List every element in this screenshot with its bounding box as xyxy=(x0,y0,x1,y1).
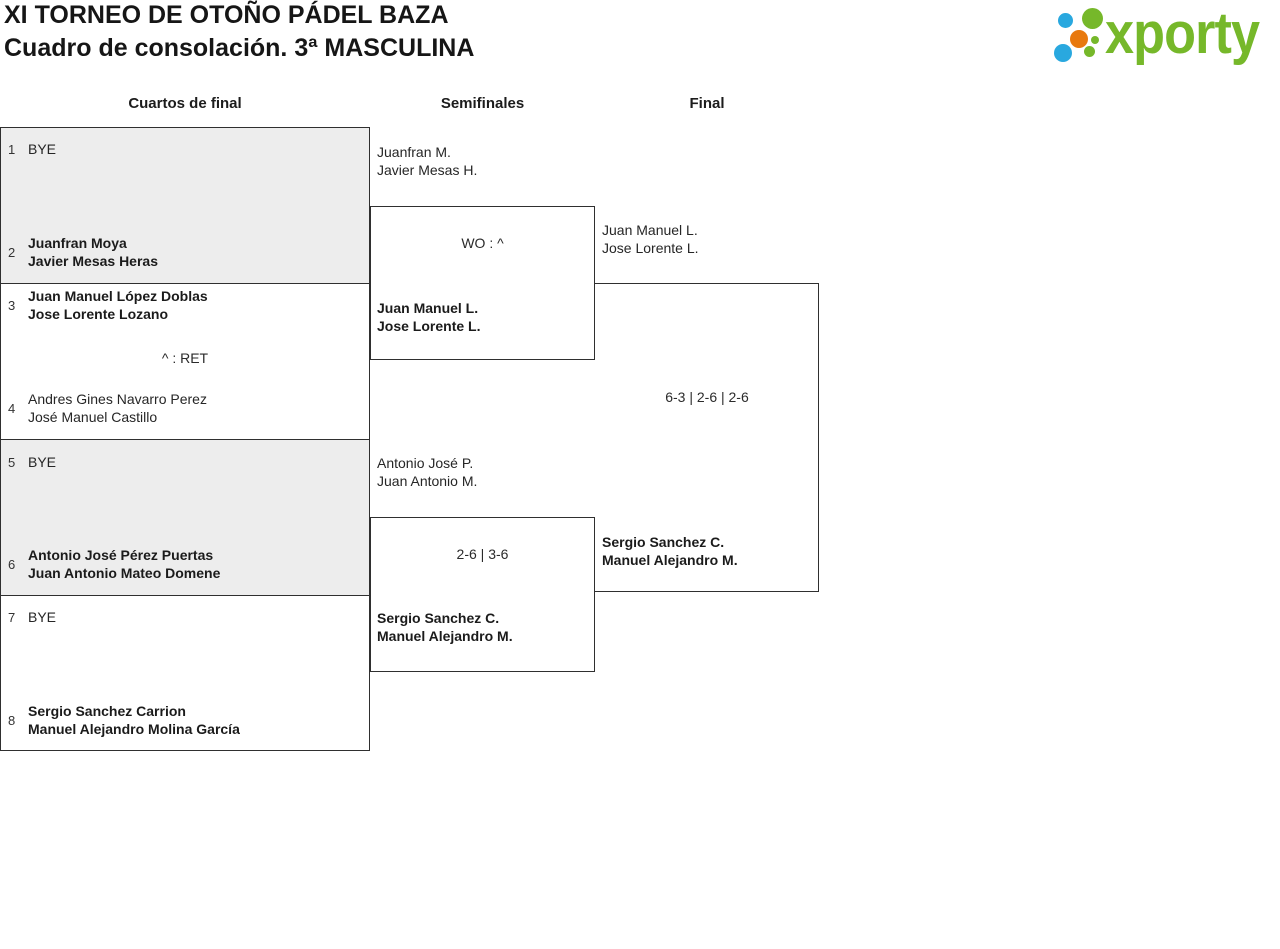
qf2-team-bottom-player2: José Manuel Castillo xyxy=(28,409,158,425)
round-header-quarterfinals: Cuartos de final xyxy=(128,95,242,112)
qf1-team-top-bye: BYE xyxy=(28,141,57,157)
final-team-top-player1: Juan Manuel L. xyxy=(602,222,698,238)
final-winner-player1: Sergio Sanchez C. xyxy=(602,534,725,550)
sf2-team-top-player1: Antonio José P. xyxy=(377,455,474,471)
qf4-seed-bottom: 8 xyxy=(8,713,16,728)
sf1-score: WO : ^ xyxy=(461,235,504,251)
sf1-winner-player1: Juan Manuel L. xyxy=(377,300,479,316)
logo-dot-orange-icon xyxy=(1070,30,1088,48)
page-title-line2: Cuadro de consolación. 3ª MASCULINA xyxy=(4,34,475,62)
logo-dot-green-big-icon xyxy=(1082,8,1103,29)
qf1-team-bottom-player2: Javier Mesas Heras xyxy=(28,253,158,269)
qf2-score: ^ : RET xyxy=(161,350,209,366)
qf2-team-bottom-player1: Andres Gines Navarro Perez xyxy=(28,391,207,407)
qf3-team-bottom-player1: Antonio José Pérez Puertas xyxy=(28,547,214,563)
qf2-seed-top: 3 xyxy=(8,298,16,313)
qf1-seed-bottom: 2 xyxy=(8,245,16,260)
qf1-seed-top: 1 xyxy=(8,142,16,157)
final-score: 6-3 | 2-6 | 2-6 xyxy=(665,389,749,405)
qf4-team-bottom-player1: Sergio Sanchez Carrion xyxy=(28,703,186,719)
qf3-seed-top: 5 xyxy=(8,455,16,470)
qf4-team-top-bye: BYE xyxy=(28,609,57,625)
sf1-match-box xyxy=(370,206,595,360)
qf3-team-top-bye: BYE xyxy=(28,454,57,470)
qf2-team-top-player2: Jose Lorente Lozano xyxy=(28,306,169,322)
sf1-winner-player2: Jose Lorente L. xyxy=(377,318,481,334)
qf2-team-top-player1: Juan Manuel López Doblas xyxy=(28,288,208,304)
sf2-winner-player2: Manuel Alejandro M. xyxy=(377,628,513,644)
logo-wordmark: xporty xyxy=(1105,1,1260,66)
sf2-match-box xyxy=(370,517,595,672)
qf3-team-bottom-player2: Juan Antonio Mateo Domene xyxy=(28,565,221,581)
final-team-top-player2: Jose Lorente L. xyxy=(602,240,699,256)
sf2-score: 2-6 | 3-6 xyxy=(456,546,509,562)
qf4-seed-top: 7 xyxy=(8,610,16,625)
qf4-team-bottom-player2: Manuel Alejandro Molina García xyxy=(28,721,240,737)
sf2-winner-player1: Sergio Sanchez C. xyxy=(377,610,500,626)
qf1-team-bottom-player1: Juanfran Moya xyxy=(28,235,127,251)
round-header-final: Final xyxy=(689,95,725,112)
xporty-logo[interactable] xyxy=(1048,0,1276,78)
sf2-team-top-player2: Juan Antonio M. xyxy=(377,473,478,489)
qf2-seed-bottom: 4 xyxy=(8,401,16,416)
sf1-team-top-player2: Javier Mesas H. xyxy=(377,162,478,178)
logo-dot-blue-bottom-icon xyxy=(1054,44,1072,62)
qf3-seed-bottom: 6 xyxy=(8,557,16,572)
logo-dot-blue-top-icon xyxy=(1058,13,1073,28)
logo-dot-green-bottom-icon xyxy=(1084,46,1095,57)
logo-dot-green-tiny-icon xyxy=(1091,36,1099,44)
sf1-team-top-player1: Juanfran M. xyxy=(377,144,451,160)
round-header-semifinals: Semifinales xyxy=(440,95,525,112)
final-winner-player2: Manuel Alejandro M. xyxy=(602,552,738,568)
page-title-line1: XI TORNEO DE OTOÑO PÁDEL BAZA xyxy=(4,1,449,29)
